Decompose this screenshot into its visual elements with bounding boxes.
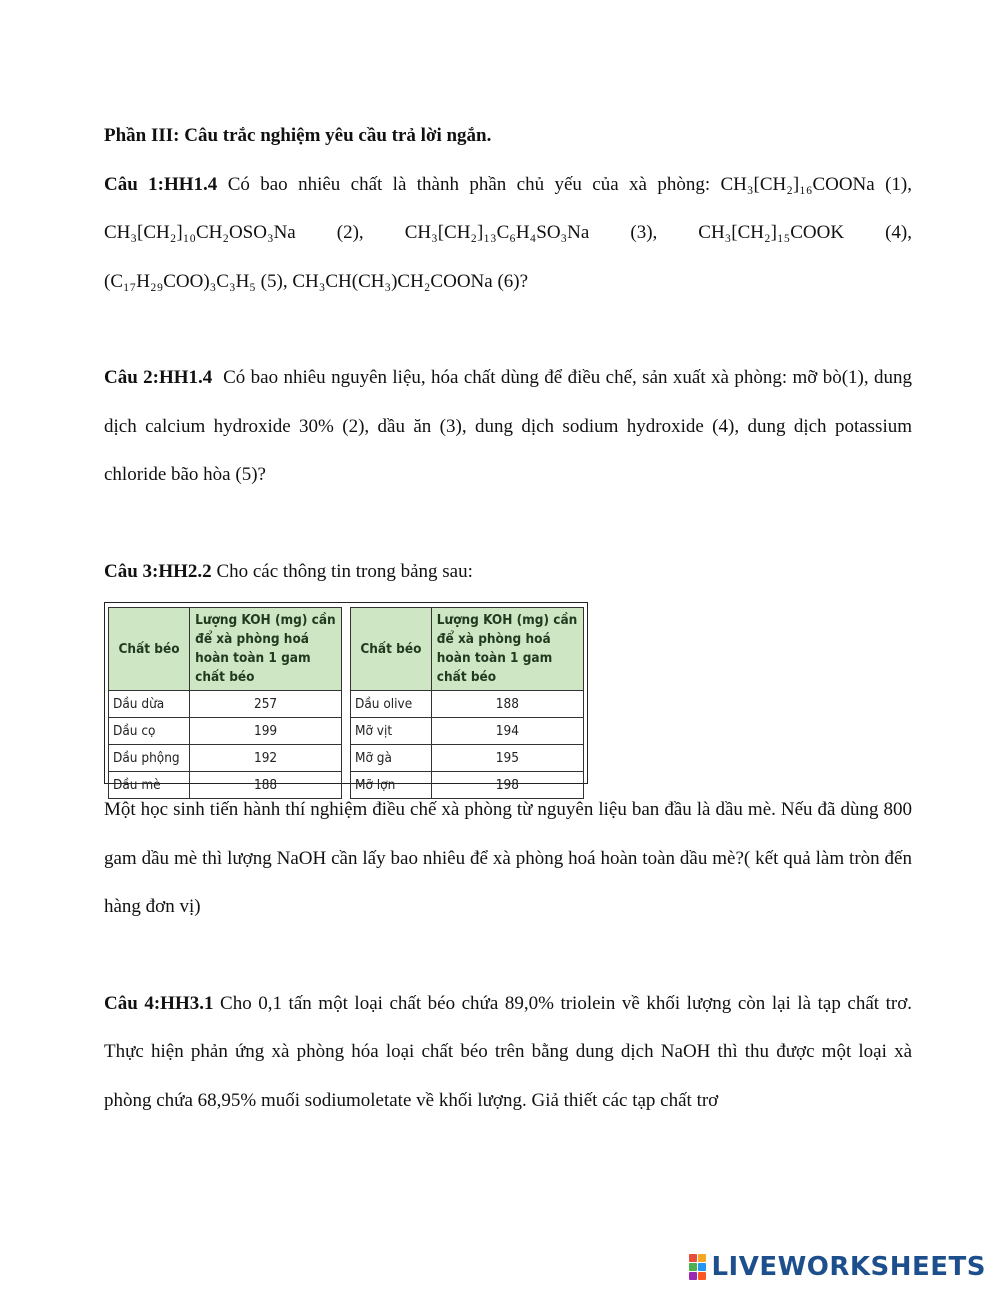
question-1 xyxy=(104,161,912,307)
document-page xyxy=(104,112,912,1125)
question-4-label: Câu 4:HH3.1 xyxy=(104,992,214,1014)
question-1-label: Câu 1:HH1.4 xyxy=(104,173,218,195)
koh-value: 257 xyxy=(190,691,342,718)
question-2-label: Câu 2:HH1.4 xyxy=(104,367,213,388)
fat-table-left xyxy=(108,607,342,799)
question-2 xyxy=(104,354,912,500)
fat-koh-table-figure xyxy=(104,602,588,793)
table-header-fat: Chất béo xyxy=(109,608,190,691)
liveworksheets-logo xyxy=(689,1252,986,1282)
question-3-label: Câu 3:HH2.2 xyxy=(104,560,212,582)
table-row xyxy=(351,718,584,745)
koh-value: 198 xyxy=(431,772,583,799)
question-1-line-1 xyxy=(104,161,912,210)
logo-text: LIVEWORKSHEETS xyxy=(711,1252,986,1282)
table-header-fat: Chất béo xyxy=(351,608,432,691)
fat-name: Dầu olive xyxy=(351,691,432,718)
table-row xyxy=(109,718,342,745)
table-row xyxy=(109,691,342,718)
fat-name: Dầu mè xyxy=(109,772,190,799)
fat-name: Mỡ vịt xyxy=(351,718,432,745)
fat-name: Dầu phộng xyxy=(109,745,190,772)
section-title: Phần III: Câu trắc nghiệm yêu cầu trả lời ngắn. xyxy=(104,125,492,146)
spacer xyxy=(104,306,912,354)
question-2-text: Có bao nhiêu nguyên liệu, hóa chất dùng để điều chế, sản xuất xà phòng: mỡ bò(1), dung dịch calcium hydroxide 30% (2), dầu ăn (3), dung dịch sodium hydroxide (4), dung dịch potassium chloride bão hòa (5)? xyxy=(104,367,912,485)
table-row xyxy=(351,745,584,772)
question-1-text-1: Có bao nhiêu chất là thành phần chủ yếu của xà phòng: CH₃[CH₂]₁₆COONa (1), xyxy=(227,173,912,195)
spacer xyxy=(104,500,912,548)
table-header-koh: Lượng KOH (mg) cần để xà phòng hoá hoàn toàn 1 gam chất béo xyxy=(431,608,583,691)
question-3-intro: Cho các thông tin trong bảng sau: xyxy=(216,560,473,582)
question-3-intro-line xyxy=(104,548,912,597)
fat-table-right xyxy=(350,607,584,799)
table-header-koh: Lượng KOH (mg) cần để xà phòng hoá hoàn toàn 1 gam chất béo xyxy=(190,608,342,691)
koh-value: 199 xyxy=(190,718,342,745)
koh-value: 188 xyxy=(190,772,342,799)
koh-value: 195 xyxy=(431,745,583,772)
question-1-line-2: CH₃[CH₂]₁₀CH₂OSO₃Na (2), CH₃[CH₂]₁₃C₆H₄SO₃Na (3), CH₃[CH₂]₁₅COOK (4), xyxy=(104,222,912,243)
question-3-text: Một học sinh tiến hành thí nghiệm điều chế xà phòng từ nguyên liệu ban đầu là dầu mè. Nếu đã dùng 800 gam dầu mè thì lượng NaOH cần lấy bao nhiêu để xà phòng hoá hoàn toàn dầu mè?( kết quả làm tròn đến hàng đơn vị) xyxy=(104,799,912,917)
question-4-text: Cho 0,1 tấn một loại chất béo chứa 89,0% triolein về khối lượng còn lại là tạp chất trơ. Thực hiện phản ứng xà phòng hóa loại chất béo trên bằng dung dịch NaOH thì thu được một loại xà phòng chứa 68,95% muối sodiumoletate về khối lượng. Giả thiết các tạp chất trơ xyxy=(104,992,912,1111)
question-1-line-3: (C₁₇H₂₉COO)₃C₃H₅ (5), CH₃CH(CH₃)CH₂COONa (6)? xyxy=(104,270,529,292)
koh-value: 192 xyxy=(190,745,342,772)
question-4 xyxy=(104,980,912,1126)
fat-name: Mỡ gà xyxy=(351,745,432,772)
koh-value: 188 xyxy=(431,691,583,718)
spacer xyxy=(104,932,912,980)
table-row xyxy=(109,745,342,772)
logo-icon xyxy=(689,1254,706,1280)
fat-name: Dầu dừa xyxy=(109,691,190,718)
fat-name: Mỡ lợn xyxy=(351,772,432,799)
koh-value: 194 xyxy=(431,718,583,745)
table-row xyxy=(351,691,584,718)
fat-name: Dầu cọ xyxy=(109,718,190,745)
